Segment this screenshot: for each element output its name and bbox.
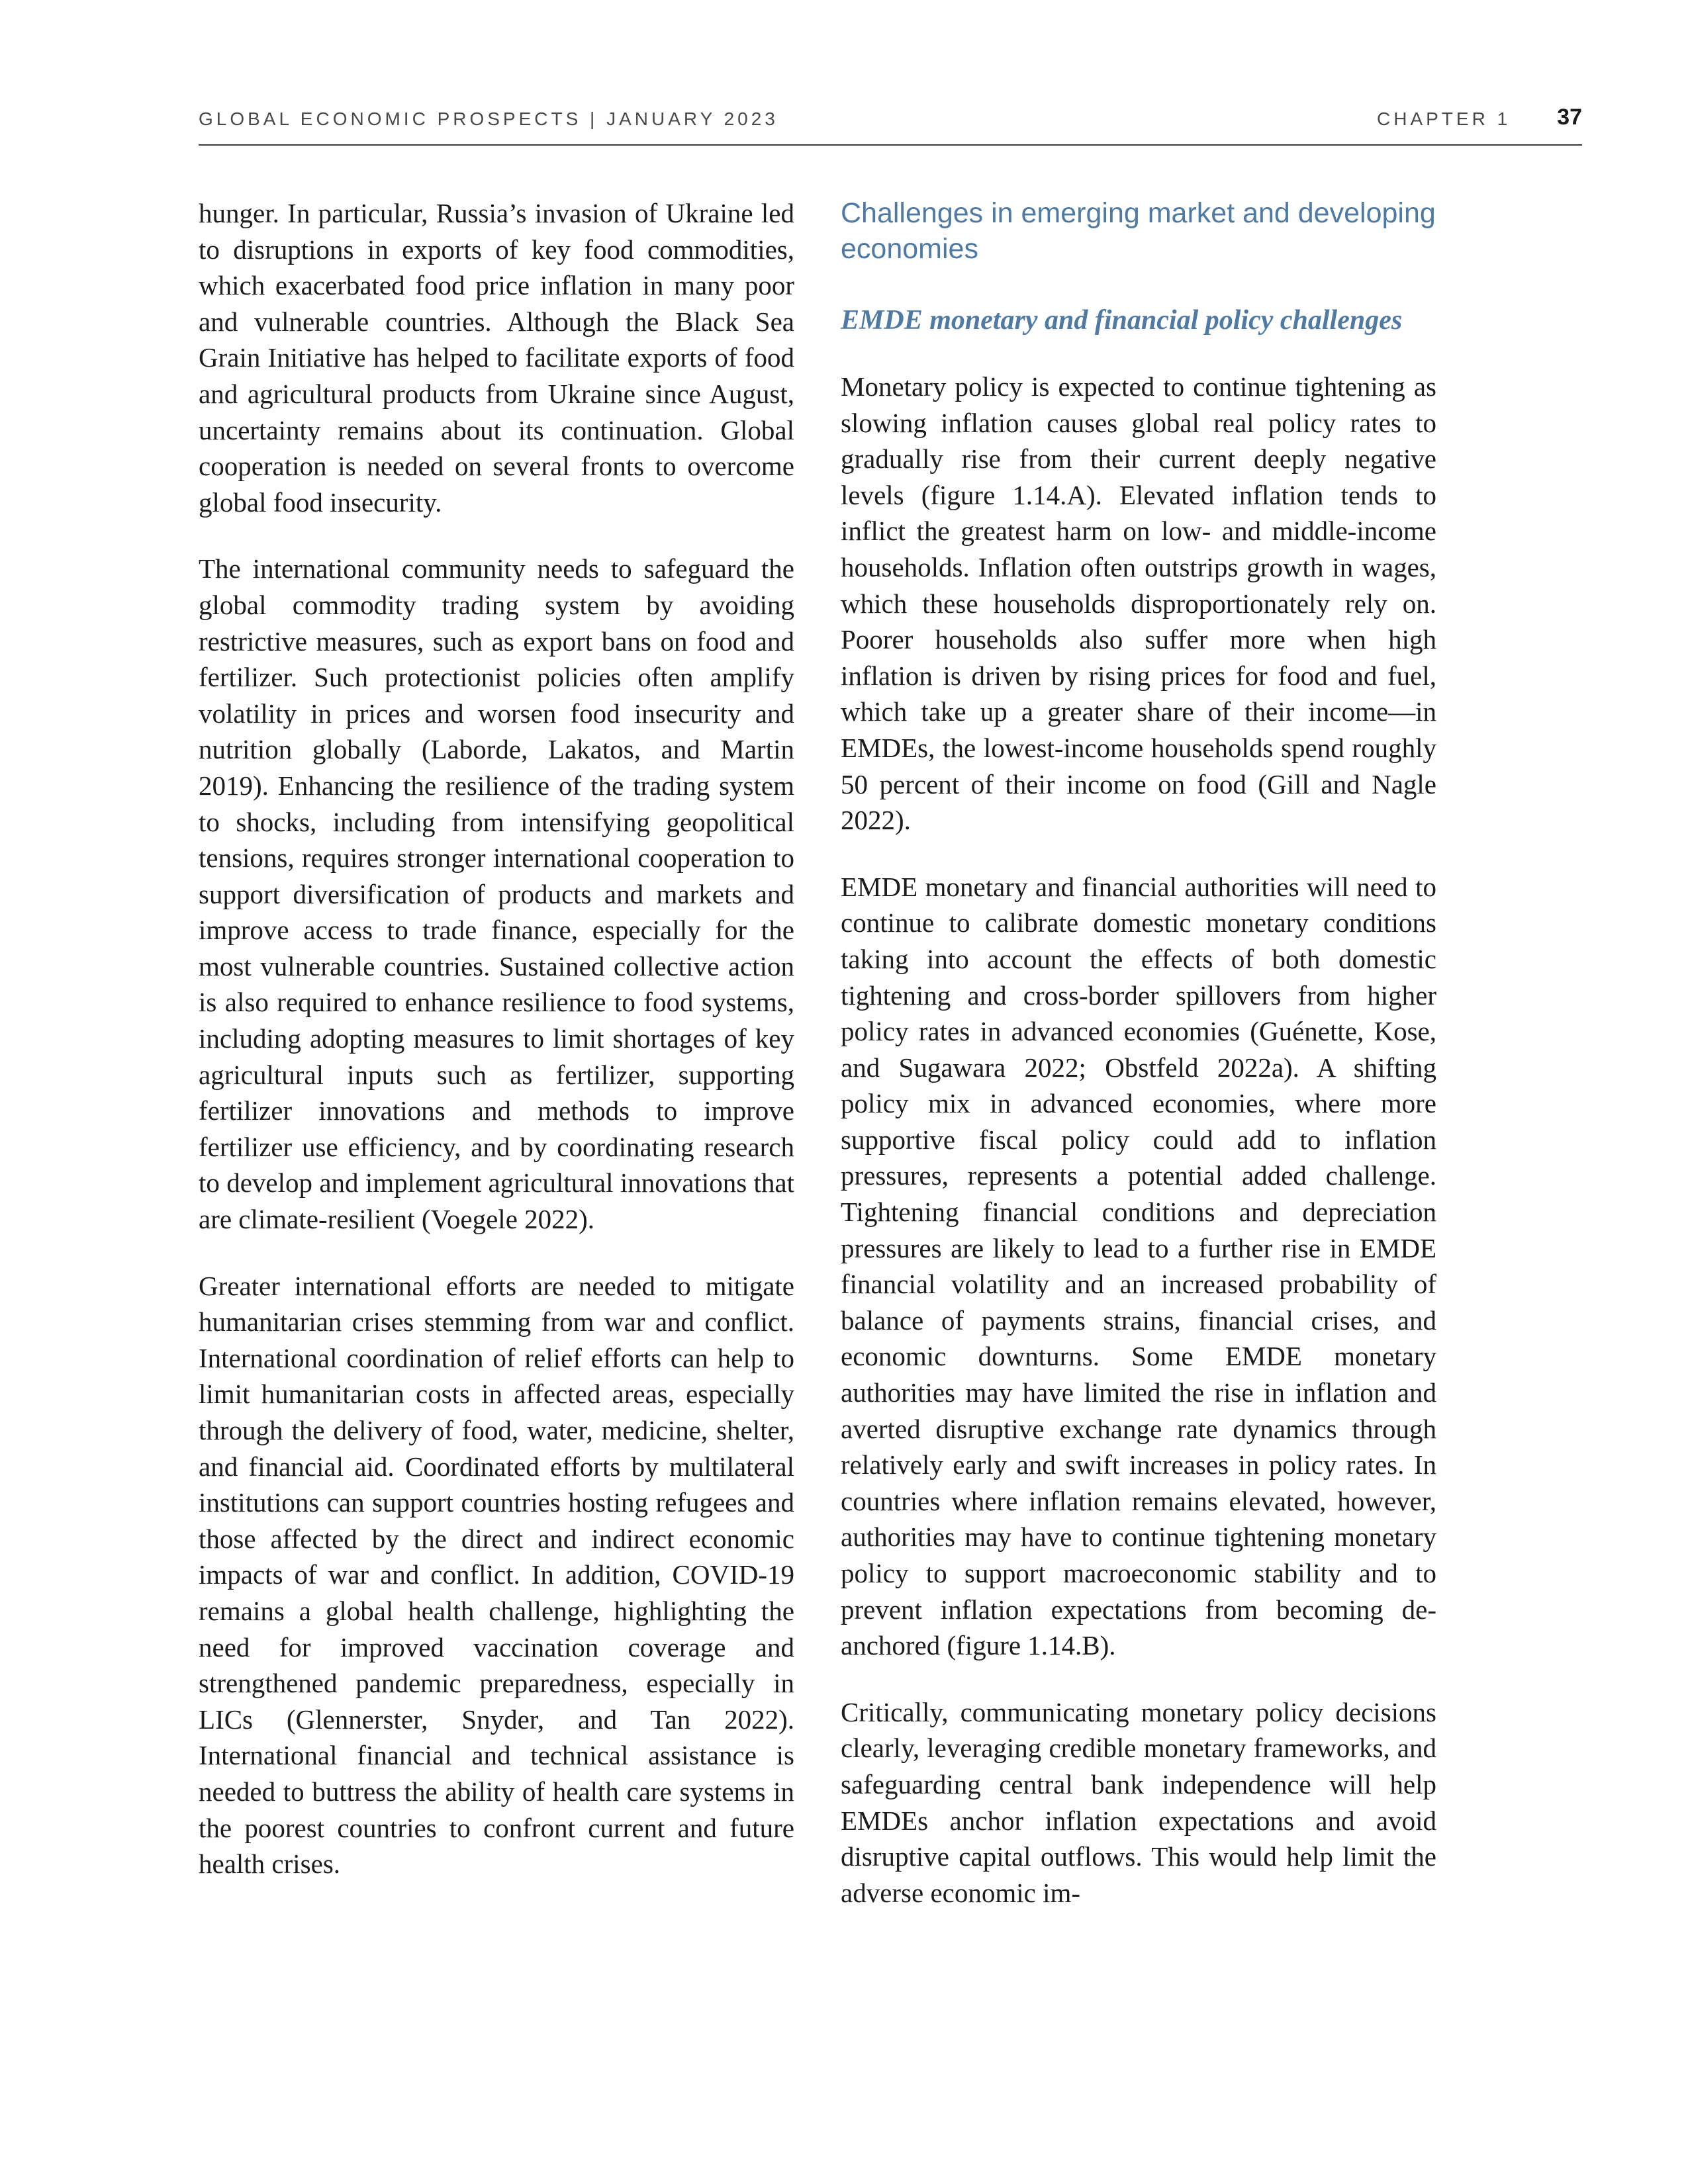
paragraph: hunger. In particular, Russia’s invasion of Ukraine led to disruptions in exports of key food commodities, which exacerbated food price inflation in many poor and vulnerable countries. Although the Black Sea Grain Initiative has helped to facilitate exports of food and agricultural products from Ukraine since August, uncertainty remains about its continuation. Global cooperation is needed on several fronts to overcome global food insecurity. <box>199 198 794 518</box>
left-column <box>199 195 794 1913</box>
paragraph: The international community needs to safeguard the global commodity trading system by avoiding restrictive measures, such as export bans on food and fertilizer. Such protectionist policies often amplify volatility in prices and worsen food insecurity and nutrition globally (Laborde, Lakatos, and Martin 2019). Enhancing the resilience of the trading system to shocks, including from intensifying geopolitical tensions, requires stronger international cooperation to support diversification of products and markets and improve access to trade finance, especially for the most vulnerable countries. Sustained collective action is also required to enhance resilience to food systems, including adopting measures to limit shortages of key agricultural inputs such as fertilizer, supporting fertilizer innovations and methods to improve fertilizer use efficiency, and by coordinating research to develop and implement agricultural innovations that are climate-resilient (Voegele 2022). <box>199 553 794 1235</box>
paragraph: Monetary policy is expected to continue tightening as slowing inflation causes global real policy rates to gradually rise from their current deeply negative levels (figure 1.14.A). Elevated inflation tends to inflict the greatest harm on low- and middle-income households. Inflation often outstrips growth in wages, which these households disproportionately rely on. Poorer households also suffer more when high inflation is driven by rising prices for food and fuel, which take up a greater share of their income—in EMDEs, the lowest-income households spend roughly 50 percent of their income on food (Gill and Nagle 2022). <box>841 371 1436 836</box>
running-header <box>199 105 1582 146</box>
subsection-heading: EMDE monetary and financial policy challenges <box>841 305 1403 336</box>
chapter-label: CHAPTER 1 <box>1377 109 1511 129</box>
section-heading: Challenges in emerging market and developing economies <box>841 197 1436 265</box>
publication-title: GLOBAL ECONOMIC PROSPECTS | JANUARY 2023 <box>199 109 778 129</box>
paragraph: EMDE monetary and financial authorities will need to continue to calibrate domestic monetary conditions taking into account the effects of both domestic tightening and cross-border spillovers from higher policy rates in advanced economies (Guénette, Kose, and Sugawara 2022; Obstfeld 2022a). A shifting policy mix in advanced economies, where more supportive fiscal policy could add to inflation pressures, represents a potential added challenge. Tightening financial conditions and depreciation pressures are likely to lead to a further rise in EMDE financial volatility and an increased probability of balance of payments strains, financial crises, and economic downturns. Some EMDE monetary authorities may have limited the rise in inflation and averted disruptive exchange rate dynamics through relatively early and swift increases in policy rates. In countries where inflation remains elevated, however, authorities may have to continue tightening monetary policy to support macroeconomic stability and to prevent inflation expectations from becoming de-anchored (figure 1.14.B). <box>841 871 1436 1661</box>
right-column <box>841 195 1436 1941</box>
page-number: 37 <box>1557 105 1582 130</box>
paragraph: Critically, communicating monetary policy decisions clearly, leveraging credible monetary frameworks, and safeguarding central bank independence will help EMDEs anchor inflation expectations and avoid disruptive capital outflows. This would help limit the adverse economic im- <box>841 1696 1436 1908</box>
paragraph: Greater international efforts are needed to mitigate humanitarian crises stemming from war and conflict. International coordination of relief efforts can help to limit humanitarian costs in affected areas, especially through the delivery of food, water, medicine, shelter, and financial aid. Coordinated efforts by multilateral institutions can support countries hosting refugees and those affected by the direct and indirect economic impacts of war and conflict. In addition, COVID-19 remains a global health challenge, highlighting the need for improved vaccination coverage and strengthened pandemic preparedness, especially in LICs (Glennerster, Snyder, and Tan 2022). International financial and technical assistance is needed to buttress the ability of health care systems in the poorest countries to confront current and future health crises. <box>199 1270 794 1880</box>
